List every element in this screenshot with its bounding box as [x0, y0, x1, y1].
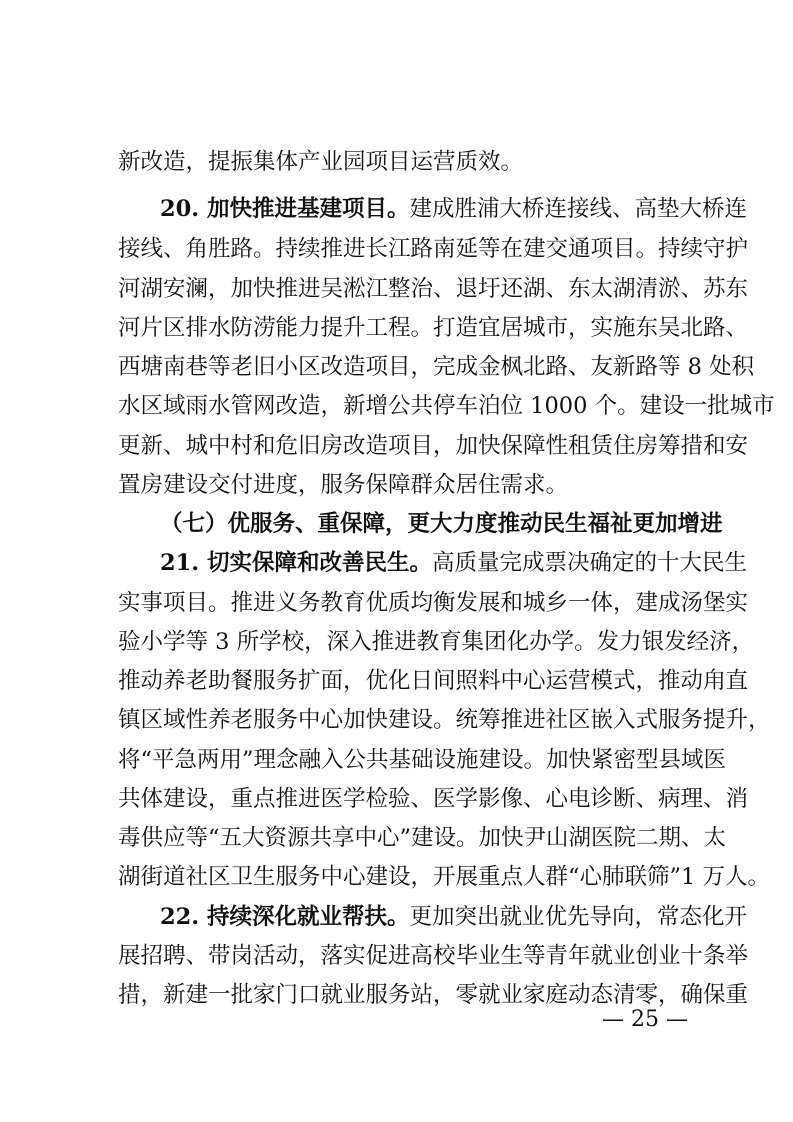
text-line: 措，新建一批家门口就业服务站，零就业家庭动态清零，确保重 — [118, 982, 749, 1008]
text-line: 新改造，提振集体产业园项目运营质效。 — [118, 149, 524, 175]
text-line: 接线、角胜路。持续推进长江路南延等在建交通项目。持续守护 — [118, 236, 749, 262]
item-20-title: 20. 加快推进基建项目。 — [160, 196, 410, 222]
text-line: 展招聘、带岗活动，落实促进高校毕业生等青年就业创业十条举 — [118, 943, 749, 969]
text-line: 推动养老助餐服务扩面，优化日间照料中心运营模式，推动甪直 — [118, 668, 749, 694]
item-22-title: 22. 持续深化就业帮扶。 — [160, 904, 410, 930]
text-line: 镇区域性养老服务中心加快建设。统筹推进社区嵌入式服务提升， — [118, 707, 771, 733]
item-21-title: 21. 切实保障和改善民生。 — [160, 550, 432, 576]
text-line: 毒供应等“五大资源共享中心”建设。加快尹山湖医院二期、太 — [118, 825, 727, 851]
text-line: 更新、城中村和危旧房改造项目，加快保障性租赁住房筹措和安 — [118, 433, 749, 459]
text-line: 西塘南巷等老旧小区改造项目，完成金枫北路、友新路等 8 处积 — [118, 354, 755, 380]
text-line: 实事项目。推进义务教育优质均衡发展和城乡一体，建成汤堡实 — [118, 590, 749, 616]
text-line: 验小学等 3 所学校，深入推进教育集团化办学。发力银发经济， — [118, 629, 755, 655]
item-22-heading-line: 22. 持续深化就业帮扶。更加突出就业优先导向，常态化开 — [160, 904, 747, 930]
page-number: — 25 — — [602, 1007, 688, 1032]
item-20-heading-line: 20. 加快推进基建项目。建成胜浦大桥连接线、高垫大桥连 — [160, 196, 747, 222]
text-line: 水区域雨水管网改造，新增公共停车泊位 1000 个。建设一批城市 — [118, 393, 775, 419]
item-21-heading-line: 21. 切实保障和改善民生。高质量完成票决确定的十大民生 — [160, 550, 747, 576]
section-heading: （七）优服务、重保障，更大力度推动民生福祉更加增进 — [160, 511, 723, 537]
text-line: 将“平急两用”理念融入公共基础设施建设。加快紧密型县域医 — [118, 747, 727, 773]
text-line: 湖街道社区卫生服务中心建设，开展重点人群“心肺联筛”1 万人。 — [118, 864, 770, 890]
text-line: 置房建设交付进度，服务保障群众居住需求。 — [118, 472, 569, 498]
text-line: 河片区排水防涝能力提升工程。打造宜居城市，实施东吴北路、 — [118, 315, 749, 341]
text-line: 共体建设，重点推进医学检验、医学影像、心电诊断、病理、消 — [118, 786, 749, 812]
text-line: 河湖安澜，加快推进吴淞江整治、退圩还湖、东太湖清淤、苏东 — [118, 276, 749, 302]
